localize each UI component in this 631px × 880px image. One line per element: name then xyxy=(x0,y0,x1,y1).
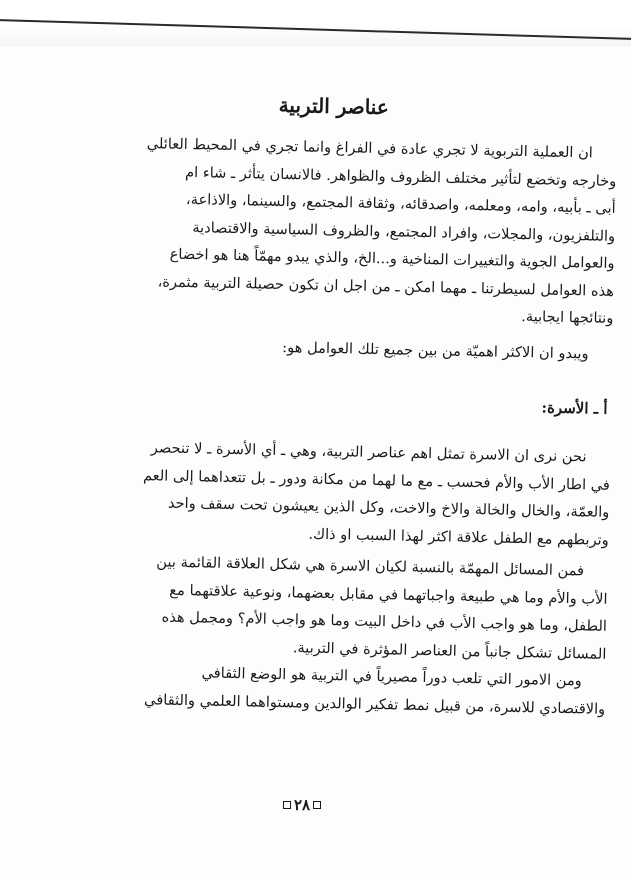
text-line: المسائل تشكل جانباً من العناصر المؤثرة في التربية. xyxy=(292,638,607,663)
family-paragraph-1 xyxy=(41,432,611,554)
text-line: الأب والأم وما هي طبيعة واجباتهما في مقابل بعضهما، ونوعية علاقتهما مع xyxy=(169,581,608,608)
page-number-text: ٢٨ xyxy=(294,796,311,814)
family-paragraph-2 xyxy=(38,546,608,668)
text-line: وتربطهم مع الطفل علاقة اكثر لهذا السبب او ذاك. xyxy=(308,525,609,549)
text-line: وخارجه وتخضع لتأثير مختلف الظروف والظواهر. فالانسان يتأثر ـ شاء ام xyxy=(184,163,617,190)
text-line: والعوامل الجوية والتغييرات المناخية و...الخ، والذي يبدو مهمّاً هنا هو اخضاع xyxy=(169,245,615,272)
section-heading: أ ـ الأسرة: xyxy=(541,398,608,418)
family-paragraph-3 xyxy=(37,656,606,723)
text-line: والعمّة، والخال والخالة والاخ والاخت، وكل الذين يعيشون تحت سقف واحد xyxy=(167,494,610,521)
text-line: ويبدو ان الاكثر اهميّة من بين جميع تلك العوامل هو: xyxy=(282,338,589,362)
text-line: هذه العوامل لسيطرتنا ـ مهما امكن ـ من اجل ان تكون حصيلة التربية مثمرة، xyxy=(157,272,615,300)
text-line: الطفل، وما هو واجب الأب في داخل البيت وما هو واجب الأم؟ ومجمل هذه xyxy=(161,608,608,635)
text-line: ومن الامور التي تلعب دوراً مصيرياً في التربية هو الوضع الثقافي xyxy=(201,664,582,690)
page-title: عناصر التربية xyxy=(278,92,390,120)
folio-left-box-icon xyxy=(283,801,291,809)
page-number xyxy=(283,796,321,814)
text-line: أبى ـ بأبيه، وامه، ومعلمه، واصدقائه، وثقافة المجتمع، والسينما، والاذاعة، xyxy=(185,190,616,217)
text-line: في اطار الأب والأم فحسب ـ مع ما لهما من مكانة ودور ـ بل تتعداهما إلى العم xyxy=(142,466,611,494)
text-line: والتلفزيون، والمجلات، وافراد المجتمع، والظروف السياسية والاقتصادية xyxy=(192,218,616,245)
text-line: والاقتصادي للاسرة، من قبيل نمط تفكير الوالدين ومستواهما العلمي والثقافي xyxy=(143,690,606,718)
intro-followup xyxy=(44,329,612,368)
intro-paragraph xyxy=(45,128,617,332)
text-line: فمن المسائل المهمّة بالنسبة لكيان الاسرة هي شكل العلاقة القائمة بين xyxy=(156,553,585,580)
folio-right-box-icon xyxy=(313,801,321,809)
text-line: ان العملية التربوية لا تجري عادة في الفراغ وانما تجري في المحيط العائلي xyxy=(146,135,594,162)
book-page xyxy=(37,86,618,723)
text-line: ونتائجها ايجابية. xyxy=(521,308,614,327)
text-line: نحن نرى ان الاسرة تمثل اهم عناصر التربية، وهي ـ أي الأسرة ـ لا تنحصر xyxy=(150,439,587,466)
